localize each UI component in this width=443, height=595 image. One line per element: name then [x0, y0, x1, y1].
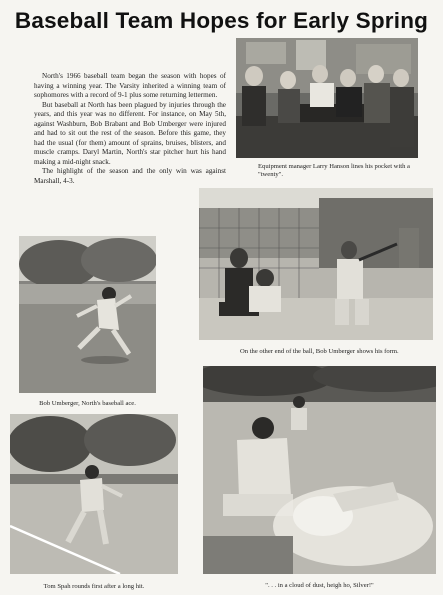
- article-body: [34, 72, 226, 186]
- caption-umberger-pitching: Bob Umberger, North's baseball ace.: [39, 400, 136, 407]
- article-paragraph: The highlight of the season and the only win was against Marshall, 4-3.: [34, 167, 226, 185]
- photo-equipment-manager: [236, 38, 418, 158]
- caption-slide-dust: ". . . in a cloud of dust, heigh ho, Silver!": [265, 582, 374, 589]
- article-paragraph: North's 1966 baseball team began the season with hopes of having a winning year. The Varsity inherited a winning team of sophomores with a record of 9-1 plus some returning lettermen.: [34, 72, 226, 99]
- photo-umberger-batting: [199, 188, 433, 340]
- page-headline: Baseball Team Hopes for Early Spring: [14, 8, 429, 33]
- photo-slide-dust: [203, 366, 436, 574]
- photo-spah-running: [10, 414, 178, 574]
- caption-spah-running: Tom Spah rounds first after a long hit.: [43, 583, 145, 590]
- caption-equipment-manager: Equipment manager Larry Hanson lines his pocket with a "twenty".: [258, 163, 410, 178]
- article-paragraph: But baseball at North has been plagued by injuries through the years, and this year was no different. For instance, on May 5th, against Washburn, Bob Brabant and Bob Umberger were injured and had to sit out the rest of the season. Before this game, they had the usual (for them) amount of sprains, bruises, blisters, and muscle cramps. Daryl Martin, North's star pitcher hurt his hand making a mid-night snack.: [34, 100, 226, 166]
- photo-umberger-pitching: [19, 236, 156, 393]
- caption-umberger-batting: On the other end of the ball, Bob Umberger shows his form.: [240, 348, 399, 355]
